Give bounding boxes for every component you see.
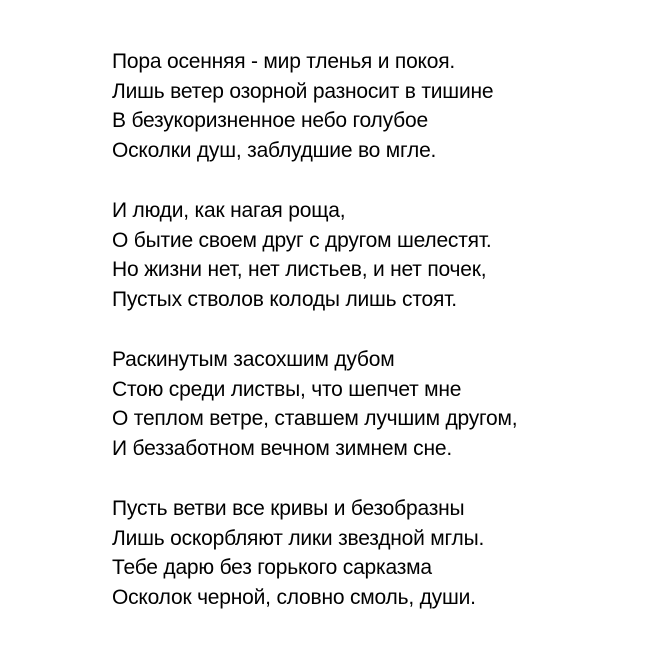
poem-line: Лишь оскорбляют лики звездной мглы.	[112, 526, 485, 550]
poem-line: О теплом ветре, ставшем лучшим другом,	[112, 407, 518, 430]
poem-line: Тебе дарю без горького сарказма	[112, 556, 432, 579]
poem-line: Пустых стволов колоды лишь стоят.	[112, 287, 457, 311]
stanza-2	[112, 196, 517, 314]
poem-line: Но жизни нет, нет листьев, и нет почек,	[112, 258, 487, 281]
stanza-4	[112, 494, 517, 612]
poem-line: Стою среди листвы, что шепчет мне	[112, 377, 462, 401]
poem-line: В безукоризненное небо голубое	[112, 109, 428, 132]
stanza-3	[112, 345, 517, 463]
poem-line: Пусть ветви все кривы и безобразны	[112, 497, 465, 520]
stanza-1	[112, 47, 517, 165]
poem	[112, 47, 517, 612]
poem-line: И беззаботном вечном зимнем сне.	[112, 436, 452, 460]
poem-line: О бытие своем друг с другом шелестят.	[112, 228, 492, 252]
poem-line: Осколки душ, заблудшие во мгле.	[112, 138, 437, 162]
poem-line: Пора осенняя - мир тленья и покоя.	[112, 50, 456, 73]
poem-line: Осколок черной, словно смоль, души.	[112, 585, 476, 609]
poem-line: И люди, как нагая роща,	[112, 199, 346, 222]
poem-line: Лишь ветер озорной разносит в тишине	[112, 79, 494, 103]
poem-line: Раскинутым засохшим дубом	[112, 348, 395, 371]
